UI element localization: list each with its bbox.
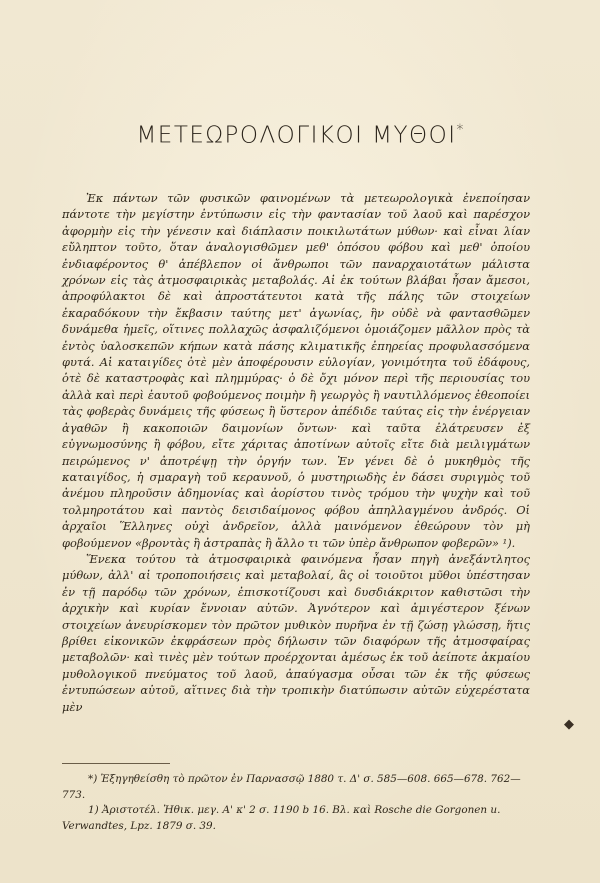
main-text — [62, 190, 530, 715]
title-footnote-mark: * — [456, 122, 464, 138]
paragraph: Ἕνεκα τούτου τὰ ἀτμοσφαιρικὰ φαινόμενα ἦσαν πηγὴ ἀνεξάντλητος μύθων, ἀλλ' αἱ τροποποιήσεις καὶ μεταβολαί, ἃς οἱ τοιοῦτοι μῦθοι ὑπέστησαν ἐν τῇ παρόδῳ τῶν χρόνων, ἐπισκοτίζουσι καὶ δυσδιάκριτον καθιστῶσι τὴν ἀρχικὴν καὶ κυρίαν ἔννοιαν αὐτῶν. Ἀγνότερον καὶ ἀμιγέστερον ξένων στοιχείων ἀνευρίσκομεν τὸν πρῶτον μυθικὸν πυρῆνα ἐν τῇ ζώσῃ γλώσσῃ, ἥτις βρίθει εἰκονικῶν ἐκφράσεων πρὸς δήλωσιν τῶν διαφόρων τῆς ἀτμοσφαίρας μεταβολῶν· καὶ τινὲς μὲν τούτων προέρχονται ἀμέσως ἐκ τοῦ ἀείποτε ἀκμαίου μυθολογικοῦ πνεύματος τοῦ λαοῦ, ἀπαύγασμα οὖσαι τῶν ἐκ τῆς φύσεως ἐντυπώσεων αὐτοῦ, αἵτινες διὰ τὴν τροπικὴν διατύπωσιν αὐτῶν εὐχερέστατα μὲν — [62, 551, 530, 714]
footnotes — [62, 772, 530, 834]
margin-mark: ◆ — [564, 717, 574, 732]
paragraph: Ἐκ πάντων τῶν φυσικῶν φαινομένων τὰ μετεωρολογικὰ ἐνεποίησαν πάντοτε τὴν μεγίστην ἐντύπωσιν εἰς τὴν φαντασίαν τοῦ λαοῦ καὶ παρέσχον ἀφορμὴν εἰς τὴν γένεσιν καὶ διάπλασιν ποικιλωτάτων μύθων· καὶ εἶναι λίαν εὔληπτον τοῦτο, ὅταν ἀναλογισθῶμεν μεθ' ὁπόσου φόβου καὶ μεθ' ὁποίου ἐνδιαφέροντος θ' ἀπέβλεπον οἱ ἄνθρωποι τῶν παναρχαιοτάτων μάλιστα χρόνων εἰς τὰς ἀτμοσφαιρικὰς μεταβολάς. Αἱ ἐκ τούτων βλάβαι ἦσαν ἄμεσοι, ἀπροφύλακτοι δὲ καὶ ἀπροστάτευτοι κατὰ τῆς πάλης τῶν στοιχείων ἐκαραδόκουν τὴν ἔκβασιν ταύτης μετ' ἀγωνίας, ἣν οὐδὲ νὰ φαντασθῶμεν δυνάμεθα ἡμεῖς, οἵτινες πολλαχῶς ἀσφαλιζόμενοι ὁμοιάζομεν μᾶλλον πρὸς τὰ ἐντὸς ὑαλοσκεπῶν κήπων κατὰ πάσης κλιματικῆς ἐπηρείας προφυλασσόμενα φυτά. Αἱ καταιγίδες ὁτὲ μὲν ἀποφέρουσιν εὐλογίαν, γονιμότητα τοῦ ἐδάφους, ὁτὲ δὲ καταστροφὰς καὶ πλημμύρας· ὁ δὲ ὄχι μόνον περὶ τῆς περιουσίας του ἀλλὰ καὶ περὶ ἑαυτοῦ φοβούμενος ποιμὴν ἢ γεωργὸς ἢ ναυτιλλόμενος ἐθεοποίει τὰς φοβερὰς δυνάμεις τῆς φύσεως ἢ ὕστερον ἀπέδιδε ταύτας εἰς τὴν ἐνέργειαν ἀγαθῶν ἢ κακοποιῶν δαιμονίων ὄντων· καὶ ταῦτα ἐλάτρευσεν ἐξ εὐγνωμοσύνης ἢ φόβου, εἴτε χάριτας ἀποτίνων αὐτοῖς εἴτε διὰ μειλιγμάτων πειρώμενος ν' ἀποτρέψῃ τὴν ὀργήν των. Ἐν γένει δὲ ὁ μυκηθμὸς τῆς καταιγίδος, ἡ σμαραγὴ τοῦ κεραυνοῦ, ὁ μυστηριωδὴς ἐν δάσει συριγμὸς τοῦ ἀνέμου πληροῦσιν ἀδημονίας καὶ ἀορίστου τινὸς τρόμου τὴν ψυχὴν καὶ τοῦ τολμηροτάτου καὶ παντὸς δεισιδαίμονος φόβου ἀπηλλαγμένου ἀνδρός. Οἱ ἀρχαῖοι Ἕλληνες οὐχὶ ἀνδρεῖον, ἀλλὰ μαινόμενον ἐθεώρουν τὸν μὴ φοβούμενον «βροντὰς ἢ ἀστραπὰς ἢ ἄλλο τι τῶν ὑπὲρ ἄνθρωπον φοβερῶν» ¹). — [62, 191, 530, 550]
footnote: *) Ἐξηγηθείσθη τὸ πρῶτον ἐν Παρνασσῷ 1880 τ. Δ' σ. 585—608. 665—678. 762—773. — [62, 773, 521, 801]
title-text: ΜΕΤΕΩΡΟΛΟΓΙΚΟΙ ΜΥΘΟΙ — [136, 122, 457, 149]
footnote-divider — [62, 763, 170, 764]
footnote: 1) Ἀριστοτέλ. Ἠθικ. μεγ. Α' κ' 2 σ. 1190 b 16. Βλ. καὶ Rosche die Gorgonen u. Verwandtes, Lpz. 1879 σ. 39. — [62, 804, 501, 832]
page-title — [0, 122, 600, 149]
